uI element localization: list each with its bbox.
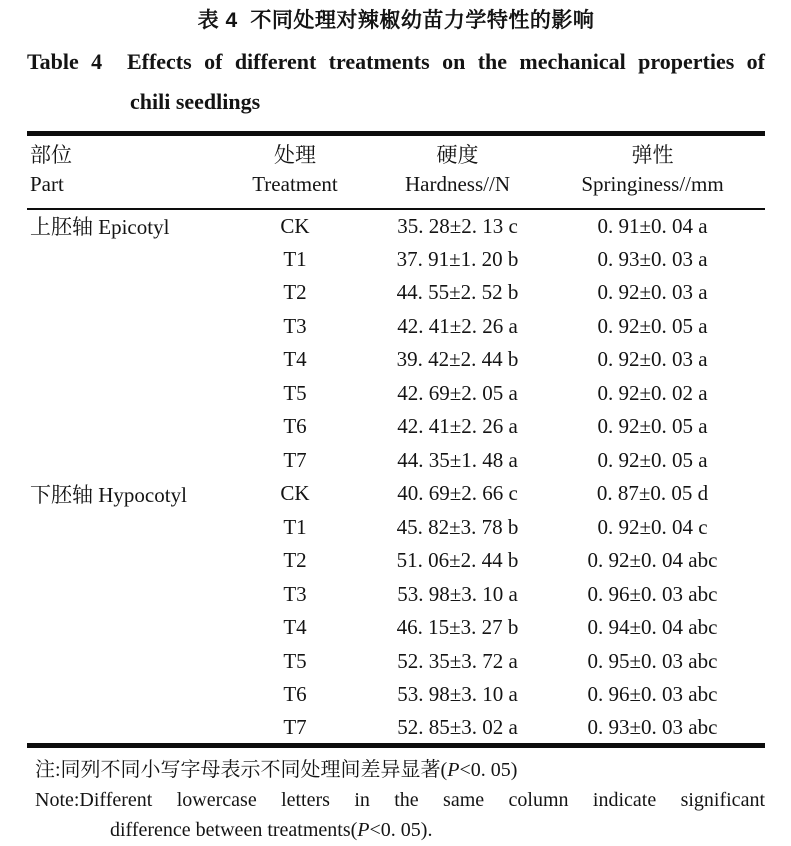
- cell-hardness: 44. 55±2. 52 b: [396, 280, 519, 305]
- cell-hardness: 46. 15±3. 27 b: [396, 615, 519, 640]
- table-title-en-line1: Table 4 Effects of different treatments on the mechanical properties of: [27, 49, 765, 74]
- table-row: [27, 611, 765, 645]
- column-header-hardness: [375, 134, 540, 210]
- cell-treatment: CK: [280, 213, 310, 238]
- cell-springiness: 0. 92±0. 04 abc: [587, 548, 718, 573]
- table-row: [27, 511, 765, 545]
- cell-hardness: 39. 42±2. 44 b: [396, 347, 519, 372]
- table-row: [27, 209, 765, 243]
- cell-hardness: 53. 98±3. 10 a: [397, 682, 518, 707]
- cell-hardness: 51. 06±2. 44 b: [396, 548, 519, 573]
- cell-treatment: T3: [283, 581, 307, 606]
- cell-part: [27, 511, 215, 545]
- column-header-part-cn: 部位: [30, 143, 72, 167]
- cell-hardness: 42. 41±2. 26 a: [397, 414, 518, 439]
- cell-treatment: T1: [283, 514, 307, 539]
- cell-part: [27, 544, 215, 578]
- footnote-cn: [35, 755, 765, 785]
- cell-treatment: T1: [283, 246, 307, 271]
- table-title-cn: 表 4 不同处理对辣椒幼苗力学特性的影响: [197, 9, 595, 32]
- cell-hardness: 52. 35±3. 72 a: [397, 648, 518, 673]
- cell-springiness: 0. 95±0. 03 abc: [587, 648, 718, 673]
- cell-springiness: 0. 92±0. 03 a: [597, 347, 708, 372]
- cell-treatment: CK: [280, 481, 310, 506]
- cell-springiness: 0. 91±0. 04 a: [597, 213, 708, 238]
- cell-treatment: T5: [283, 380, 307, 405]
- cell-springiness: 0. 92±0. 05 a: [597, 313, 708, 338]
- cell-treatment: T2: [283, 280, 307, 305]
- cell-treatment: T7: [283, 447, 307, 472]
- cell-part: [27, 276, 215, 310]
- table-row: [27, 310, 765, 344]
- footnote-en-line1: Note:Different lowercase letters in the same column indicate significant: [35, 788, 765, 811]
- cell-hardness: 40. 69±2. 66 c: [397, 481, 518, 506]
- cell-hardness: 44. 35±1. 48 a: [397, 447, 518, 472]
- column-header-treatment-cn: 处理: [274, 143, 316, 167]
- cell-springiness: 0. 92±0. 02 a: [597, 380, 708, 405]
- column-header-hardness-en: Hardness//N: [405, 172, 510, 196]
- cell-treatment: T6: [283, 414, 307, 439]
- footnote-cn-p-symbol: P: [447, 758, 460, 781]
- cell-part: [27, 377, 215, 411]
- table-header-row: [27, 134, 765, 210]
- cell-part: [27, 578, 215, 612]
- cell-hardness: 52. 85±3. 02 a: [397, 714, 518, 739]
- table-body: [27, 209, 765, 745]
- column-header-treatment-en: Treatment: [252, 172, 338, 196]
- cell-springiness: 0. 92±0. 05 a: [597, 447, 708, 472]
- cell-treatment: T3: [283, 313, 307, 338]
- cell-part: [27, 712, 215, 746]
- cell-springiness: 0. 96±0. 03 abc: [587, 581, 718, 606]
- table-row: [27, 477, 765, 511]
- footnote-en-line2-end: <0. 05).: [369, 818, 433, 841]
- table-footnote: [35, 755, 765, 845]
- footnote-en-line2-text: difference between treatments(: [110, 818, 358, 841]
- cell-springiness: 0. 92±0. 03 a: [597, 280, 708, 305]
- cell-springiness: 0. 94±0. 04 abc: [587, 615, 718, 640]
- table-row: [27, 645, 765, 679]
- cell-springiness: 0. 92±0. 05 a: [597, 414, 708, 439]
- column-header-springiness-cn: 弹性: [631, 143, 674, 167]
- table-row: [27, 578, 765, 612]
- footnote-cn-text: 注:同列不同小写字母表示不同处理间差异显著(: [35, 758, 448, 781]
- cell-springiness: 0. 93±0. 03 a: [597, 246, 708, 271]
- cell-springiness: 0. 93±0. 03 abc: [587, 714, 718, 739]
- cell-hardness: 53. 98±3. 10 a: [397, 581, 518, 606]
- table-title-en: [27, 42, 765, 122]
- footnote-cn-text-end: <0. 05): [459, 758, 518, 781]
- column-header-treatment: [215, 134, 375, 210]
- cell-hardness: 35. 28±2. 13 c: [397, 213, 518, 238]
- table-row: [27, 678, 765, 712]
- table-row: [27, 544, 765, 578]
- column-header-part-en: Part: [30, 172, 64, 196]
- table-row: [27, 243, 765, 277]
- cell-part: 下胚轴 Hypocotyl: [30, 482, 187, 507]
- cell-part: [27, 410, 215, 444]
- cell-part: 上胚轴 Epicotyl: [30, 215, 170, 240]
- footnote-en-line2: [110, 815, 765, 845]
- cell-part: [27, 343, 215, 377]
- cell-treatment: T5: [283, 648, 307, 673]
- table-row: [27, 343, 765, 377]
- column-header-springiness-en: Springiness//mm: [581, 172, 724, 196]
- cell-hardness: 45. 82±3. 78 b: [396, 514, 519, 539]
- cell-springiness: 0. 96±0. 03 abc: [587, 682, 718, 707]
- footnote-en-p-symbol: P: [357, 818, 370, 841]
- cell-part: [27, 645, 215, 679]
- cell-treatment: T7: [283, 714, 307, 739]
- cell-springiness: 0. 92±0. 04 c: [597, 514, 708, 539]
- cell-part: [27, 611, 215, 645]
- column-header-part: [27, 134, 215, 210]
- cell-treatment: T4: [283, 615, 307, 640]
- table-row: [27, 276, 765, 310]
- table-row: [27, 377, 765, 411]
- cell-treatment: T6: [283, 682, 307, 707]
- cell-hardness: 42. 41±2. 26 a: [397, 313, 518, 338]
- cell-treatment: T2: [283, 548, 307, 573]
- table-title-en-line2: chili seedlings: [130, 89, 261, 114]
- cell-treatment: T4: [283, 347, 307, 372]
- results-table: [27, 131, 765, 748]
- cell-springiness: 0. 87±0. 05 d: [596, 481, 709, 506]
- cell-part: [27, 243, 215, 277]
- column-header-springiness: [540, 134, 765, 210]
- column-header-hardness-cn: 硬度: [436, 143, 479, 167]
- cell-hardness: 37. 91±1. 20 b: [396, 246, 519, 271]
- cell-hardness: 42. 69±2. 05 a: [397, 380, 518, 405]
- table-row: [27, 444, 765, 478]
- cell-part: [27, 678, 215, 712]
- table-row: [27, 712, 765, 746]
- table-row: [27, 410, 765, 444]
- cell-part: [27, 310, 215, 344]
- cell-part: [27, 444, 215, 478]
